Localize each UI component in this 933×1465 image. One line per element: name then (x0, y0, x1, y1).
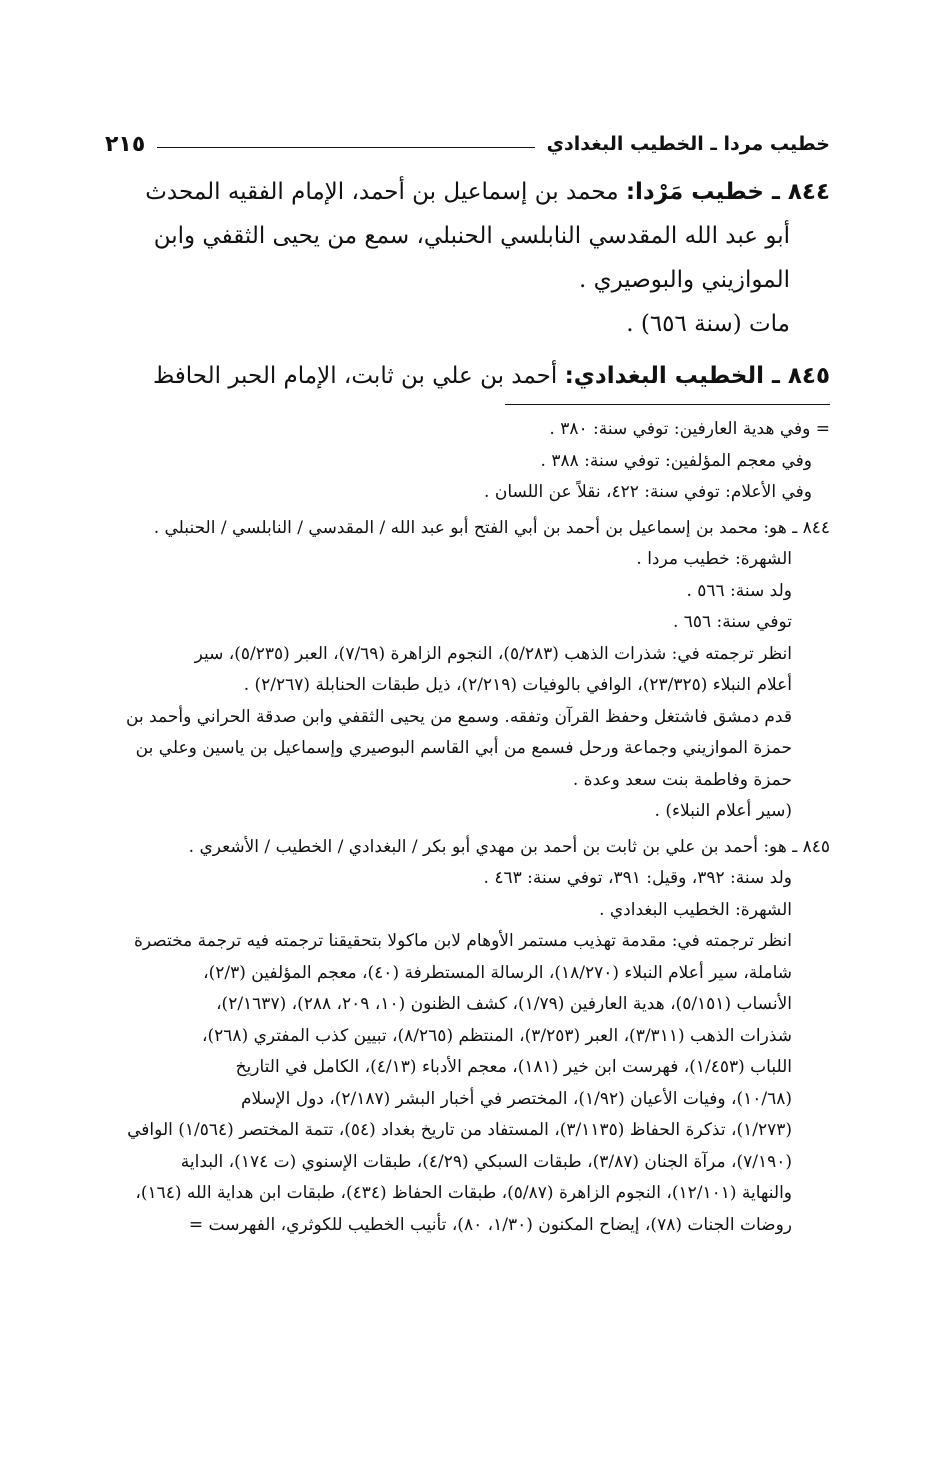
footnote-844-born: ولد سنة: ٥٦٦ . (686, 580, 792, 601)
footnote-continued-line: = وفي هدية العارفين: توفي سنة: ٣٨٠ . (549, 419, 830, 439)
entry-844-line4: مات (سنة ٦٥٦) . (626, 311, 790, 337)
footnote-845-refs: الأنساب (٥/١٥١)، هدية العارفين (١/٧٩)، كشف الظنون (١٠، ٢٠٩، ٢٨٨)، (٢/١٦٣٧)، (216, 994, 792, 1014)
entry-844-line2: أبو عبد الله المقدسي النابلسي الحنبلي، سمع من يحيى الثقفي وابن (153, 223, 790, 249)
running-header (105, 126, 830, 162)
footnote-844-refs: أعلام النبلاء (٢٣/٣٢٥)، الوافي بالوفيات (٢/٢١٩)، ذيل طبقات الحنابلة (٢/٢٦٧) . (243, 675, 792, 695)
main-text (105, 170, 830, 398)
header-title: خطيب مردا ـ الخطيب البغدادي (546, 133, 830, 155)
footnote-844-bio: حمزة وفاطمة بنت سعد وعدة . (572, 769, 792, 790)
footnote-continued-line: وفي الأعلام: توفي سنة: ٤٢٢، نقلاً عن اللسان . (484, 482, 812, 502)
entry-844-line3: الموازيني والبوصيري . (578, 267, 790, 293)
footnotes (105, 414, 830, 1241)
entry-845-first-line (105, 354, 830, 398)
footnote-845-refs: روضات الجنات (٧٨)، إيضاح المكنون (١/٣٠، ٨٠)، تأنيب الخطيب للكوثري، الفهرست = (188, 1214, 792, 1235)
entry-845-line1: أحمد بن علي بن ثابت، الإمام الحبر الحافظ (152, 363, 558, 389)
footnote-845-fame: الشهرة: الخطيب البغدادي . (599, 899, 792, 920)
footnote-845-refs: (١٠/٦٨)، وفيات الأعيان (١/٩٢)، المختصر في أخبار البشر (٢/١٨٧)، دول الإسلام (240, 1088, 792, 1109)
footnote-845-refs: شذرات الذهب (٣/٣١١)، العبر (٣/٢٥٣)، المنتظم (٨/٢٦٥)، تبيين كذب المفتري (٢٦٨)، (202, 1025, 792, 1046)
footnote-separator (505, 404, 830, 405)
footnote-845-refs: اللباب (١/٤٥٣)، فهرست ابن خير (١٨١)، معجم الأدباء (٤/١٣)، الكامل في التاريخ (235, 1057, 792, 1077)
footnote-845-refs: (٧/١٩٠)، مرآة الجنان (٣/٨٧)، طبقات السبكي (٤/٢٩)، طبقات الإسنوي (ت ١٧٤)، البداية (180, 1151, 792, 1172)
entry-845-heading: ٨٤٥ ـ الخطيب البغدادي: (564, 363, 830, 389)
entry-844-line1: محمد بن إسماعيل بن أحمد، الإمام الفقيه المحدث (145, 179, 619, 205)
footnote-845-refs: شاملة، سير أعلام النبلاء (١٨/٢٧٠)، الرسالة المستطرفة (٤٠)، معجم المؤلفين (٢/٣)، (203, 962, 792, 983)
footnote-continued-line: وفي معجم المؤلفين: توفي سنة: ٣٨٨ . (540, 450, 812, 471)
footnote-845-title: ٨٤٥ ـ هو: أحمد بن علي بن ثابت بن أحمد بن مهدي أبو بكر / البغدادي / الخطيب / الأشعري . (188, 836, 830, 857)
footnote-844-bio: حمزة الموازيني وجماعة ورحل فسمع من أبي القاسم البوصيري وإسماعيل بن ياسين وعلي بن (135, 738, 792, 758)
footnote-844-fame: الشهرة: خطيب مردا . (636, 549, 792, 569)
footnote-844-source: (سير أعلام النبلاء) . (654, 801, 792, 821)
footnote-845-refs: (١/٢٧٣)، تذكرة الحفاظ (٣/١١٣٥)، المستفاد من تاريخ بغداد (٥٤)، تتمة المختصر (١/٥٦٤) الوافي (127, 1120, 792, 1140)
footnote-844-died: توفي سنة: ٦٥٦ . (672, 612, 792, 632)
header-rule (157, 147, 534, 148)
entry-845 (105, 354, 830, 398)
footnote-845-born: ولد سنة: ٣٩٢، وقيل: ٣٩١، توفي سنة: ٤٦٣ . (483, 868, 792, 888)
footnote-844-refs: انظر ترجمته في: شذرات الذهب (٥/٢٨٣)، النجوم الزاهرة (٧/٦٩)، العبر (٥/٢٣٥)، سير (194, 643, 792, 664)
entry-844-first-line (105, 170, 830, 214)
entry-844 (105, 170, 830, 346)
footnote-844-bio: قدم دمشق فاشتغل وحفظ القرآن وتفقه. وسمع من يحيى الثقفي وابن صدقة الحراني وأحمد بن (126, 706, 792, 727)
entry-844-heading: ٨٤٤ ـ خطيب مَرْدا: (625, 179, 830, 205)
footnote-845-refs: والنهاية (١٢/١٠١)، النجوم الزاهرة (٥/٨٧)، طبقات الحفاظ (٤٣٤)، طبقات ابن هداية الله (١٦٤)، (135, 1183, 792, 1203)
footnote-844-title: ٨٤٤ ـ هو: محمد بن إسماعيل بن أحمد بن أبي الفتح أبو عبد الله / المقدسي / النابلسي / الحنبلي . (153, 517, 830, 538)
page-number: ٢١٥ (105, 131, 146, 157)
footnote-845-refs: انظر ترجمته في: مقدمة تهذيب مستمر الأوهام لابن ماكولا بتحقيقنا ترجمته فيه ترجمة مختصرة (134, 931, 792, 951)
